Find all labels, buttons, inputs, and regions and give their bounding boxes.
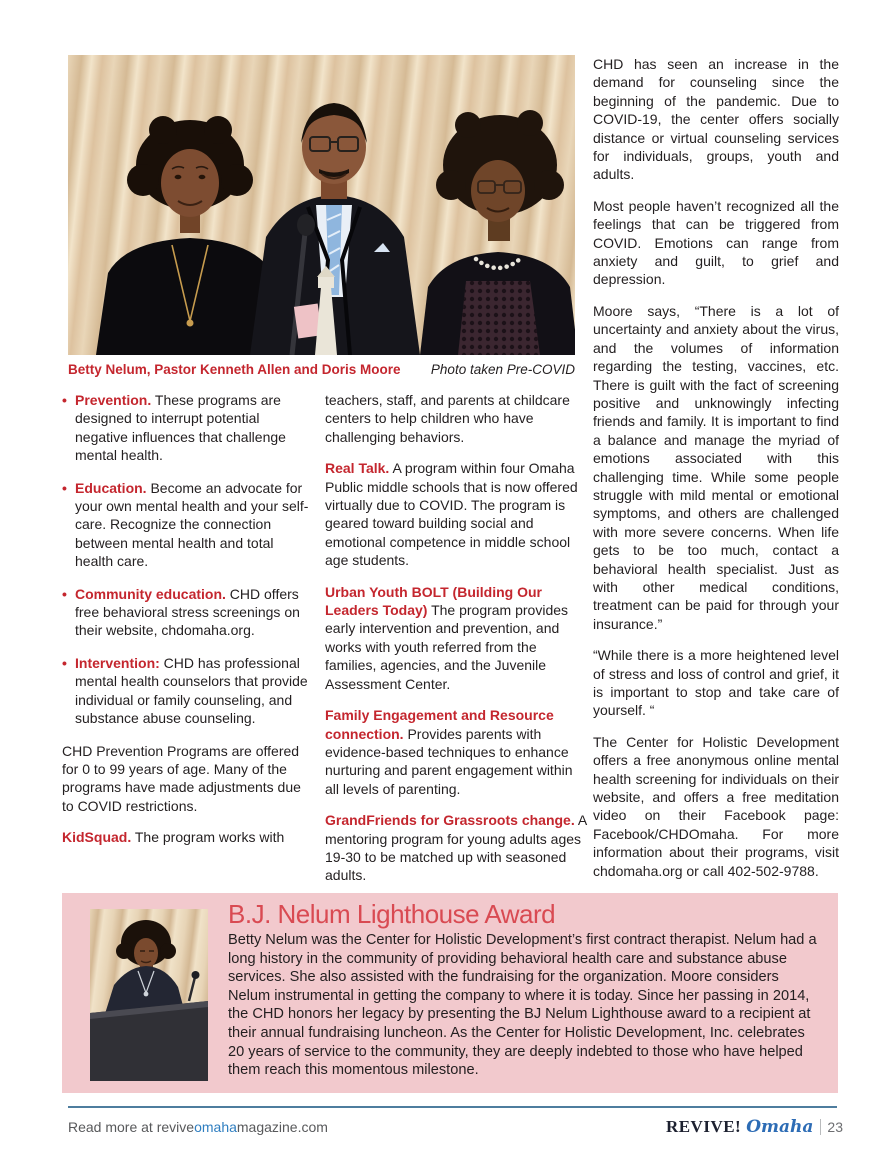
list-item-education bbox=[62, 479, 312, 571]
paragraph-real-talk bbox=[325, 459, 589, 569]
betty-nelum-podium-photo bbox=[90, 909, 208, 1081]
podium-photo-illustration bbox=[90, 909, 208, 1081]
bullet-text: CHD offers free behavioral stress screenings on their website, chdomaha.org. bbox=[75, 585, 300, 639]
url-omaha: omaha bbox=[194, 1119, 237, 1135]
award-title: B.J. Nelum Lighthouse Award bbox=[228, 899, 556, 929]
read-more-text bbox=[68, 1119, 328, 1135]
brand-omaha: Omaha bbox=[746, 1117, 814, 1137]
award-content bbox=[228, 899, 822, 1080]
paragraph-kidsquad-continuation: teachers, staff, and parents at childcare centers to help children who have challenging behaviors. bbox=[325, 392, 570, 445]
program-text: A program within four Omaha Public middle schools that is now offered virtually due to COVID. The program is geared toward building social and emotional competence in middle school age students. bbox=[325, 460, 578, 569]
url-revive: revive bbox=[156, 1119, 195, 1135]
paragraph-grandfriends bbox=[325, 811, 589, 885]
footer-rule bbox=[68, 1106, 837, 1108]
group-photo-illustration bbox=[68, 55, 575, 355]
list-item-intervention bbox=[62, 654, 312, 728]
bullet-text: Become an advocate for your own mental health and your self-care. Recognize the connection between mental health and total health care. bbox=[75, 479, 309, 570]
bullet-label: Community education. bbox=[75, 585, 226, 602]
magazine-brand bbox=[666, 1117, 843, 1137]
list-item-prevention bbox=[62, 391, 312, 465]
bullet-text: CHD has professional mental health counselors that provide individual or family counseling, and substance abuse counseling. bbox=[75, 654, 308, 727]
program-label: Real Talk. bbox=[325, 460, 390, 477]
paragraph-chd-prevention: CHD Prevention Programs are offered for 0 to 99 years of age. Many of the programs have made adjustments due to COVID restrictions. bbox=[62, 742, 301, 814]
page-number: 23 bbox=[820, 1119, 843, 1135]
column-middle bbox=[325, 391, 589, 898]
program-text: The program works with bbox=[134, 829, 285, 846]
bullet-label: Prevention. bbox=[75, 392, 152, 408]
read-more-prefix: Read more at bbox=[68, 1119, 157, 1135]
paragraph-family-engagement bbox=[325, 706, 589, 798]
program-text: A mentoring program for young adults ages 19-30 to be matched up with seasoned adults. bbox=[325, 812, 587, 884]
url-magazine: magazine.com bbox=[236, 1119, 328, 1135]
bullet-text: These programs are designed to interrupt potential negative influences that challenge mental health. bbox=[75, 392, 286, 464]
brand-revive: REVIVE! bbox=[665, 1117, 742, 1136]
program-label: Urban Youth BOLT (Building Our Leaders Today) bbox=[325, 583, 542, 619]
program-text: Provides parents with evidence-based techniques to enhance nurturing and parent engagement within all levels of parenting. bbox=[325, 725, 573, 797]
column-left bbox=[62, 391, 312, 860]
paragraph-kidsquad bbox=[62, 828, 312, 846]
program-label: KidSquad. bbox=[62, 829, 132, 846]
program-label: GrandFriends for Grassroots change. bbox=[325, 812, 575, 829]
photo-caption-row bbox=[68, 362, 575, 377]
podium bbox=[90, 1001, 208, 1081]
paragraph-stress-quote: “While there is a more heightened level of stress and loss of control and grief, it is important to stop and take care of yourself. “ bbox=[593, 647, 839, 719]
program-text: The program provides early intervention and prevention, and works with youth referred from the families, agencies, and the Juvenile Assessment Center. bbox=[325, 602, 569, 692]
column-right bbox=[593, 55, 839, 893]
bullet-label: Intervention: bbox=[75, 654, 160, 671]
program-label: Family Engagement and Resource connection. bbox=[325, 707, 554, 742]
paragraph-feelings: Most people haven’t recognized all the feelings that can be triggered from COVID. Emotions can range from anxiety and guilt, to grief and depression. bbox=[593, 197, 839, 288]
group-photo bbox=[68, 55, 575, 355]
photo-note: Photo taken Pre-COVID bbox=[430, 362, 575, 377]
paragraph-chd-contact: The Center for Holistic Development offers a free anonymous online mental health screening for individuals on their website, and offers a free meditation video on their Facebook page: Facebook/CHDOmaha. For more information about their programs, visit chdomaha.org or call 402-502-9788. bbox=[593, 733, 839, 879]
paragraph-urban-youth-bolt bbox=[325, 583, 589, 693]
paragraph-moore-quote: Moore says, “There is a lot of uncertainty and anxiety about the virus, and the volumes of information regarding the testing, vaccines, etc. There is guilt with the fact of screening positive and unknowingly infecting friends and family. It is important to find a balance and manage the myriad of emotions associated with this challenging time. While some people struggle with mild mental or emotional symptoms, and others are challenged with more severe concerns. When life gets to be too much, contact a behavioral health specialist. Just as with other medical conditions, treatment can be paid for through your insurance.” bbox=[593, 302, 839, 632]
award-body: Betty Nelum was the Center for Holistic Development’s first contract therapist. Nelum had a long history in the community of providing behavioral health care and substance abuse services. She also assisted with the fundraising for the organization. Moore considers Nelum instrumental in getting the company to where it is today. Since her passing in 2014, the CHD honors her legacy by presenting the BJ Nelum Lighthouse award to a recipient at their annual fundraising luncheon. As the Center for Holistic Development, Inc. celebrates 20 years of service to the community, they are deeply indebted to those who have helped them reach this momentous milestone. bbox=[228, 932, 817, 1079]
paragraph-counseling-demand: CHD has seen an increase in the demand for counseling since the beginning of the pandemic. Due to COVID-19, the center offers socially distance or virtual counseling services for individuals, groups, youth and adults. bbox=[593, 56, 839, 183]
bullet-label: Education. bbox=[75, 479, 147, 496]
award-box bbox=[62, 893, 838, 1093]
photo-caption: Betty Nelum, Pastor Kenneth Allen and Doris Moore bbox=[68, 362, 401, 377]
list-item-community-education bbox=[62, 585, 312, 640]
